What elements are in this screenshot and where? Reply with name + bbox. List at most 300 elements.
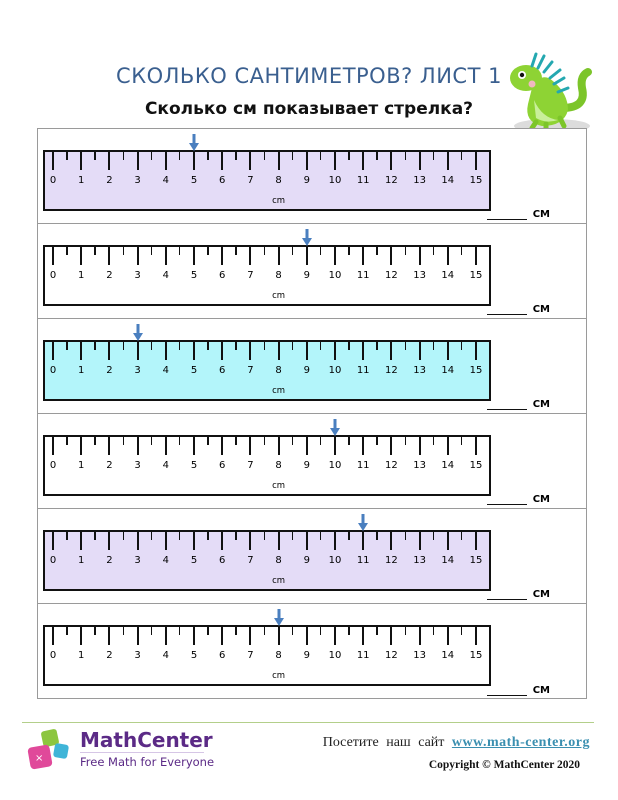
minor-tick	[179, 342, 181, 350]
minor-tick	[235, 532, 237, 540]
minor-tick	[405, 152, 407, 160]
minor-tick	[405, 247, 407, 255]
tick-label: 7	[247, 650, 254, 661]
tick-label: 15	[469, 175, 483, 186]
major-tick	[249, 247, 251, 265]
ruler-question-1	[38, 129, 586, 224]
tick-label: 13	[413, 175, 426, 186]
major-tick	[249, 532, 251, 550]
major-tick	[419, 437, 421, 455]
tick-label: 5	[190, 650, 198, 661]
answer-blank[interactable]	[487, 314, 527, 315]
minor-tick	[376, 247, 378, 255]
minor-tick	[461, 152, 463, 160]
major-tick	[52, 532, 54, 550]
major-tick	[193, 437, 195, 455]
minor-tick	[66, 247, 68, 255]
answer-unit: CM	[532, 494, 550, 505]
tick-label: 1	[78, 175, 85, 186]
minor-tick	[376, 627, 378, 635]
tick-label: 3	[134, 555, 141, 566]
minor-tick	[348, 532, 350, 540]
major-tick	[306, 152, 308, 170]
minor-tick	[292, 342, 294, 350]
major-tick	[80, 247, 82, 265]
tick-label: 9	[303, 365, 310, 376]
major-tick	[390, 532, 392, 550]
tick-label: 15	[469, 650, 483, 661]
minor-tick	[207, 247, 209, 255]
major-tick	[390, 152, 392, 170]
tick-label: 11	[356, 460, 370, 471]
tick-label: 1	[78, 270, 85, 281]
tick-label: 12	[385, 650, 398, 661]
down-arrow-icon	[358, 514, 368, 531]
tick-label: 0	[49, 270, 57, 281]
major-tick	[108, 437, 110, 455]
major-tick	[278, 342, 280, 360]
tick-label: 4	[162, 270, 169, 281]
major-tick	[475, 342, 477, 360]
tick-label: 0	[49, 460, 57, 471]
answer-field[interactable]	[487, 304, 550, 315]
major-tick	[362, 437, 364, 455]
tick-label: 14	[441, 175, 455, 186]
tick-label: 3	[134, 365, 141, 376]
visit-site-text	[323, 735, 590, 751]
major-tick	[334, 532, 336, 550]
major-tick	[447, 152, 449, 170]
major-tick	[137, 152, 139, 170]
minor-tick	[348, 342, 350, 350]
minor-tick	[348, 437, 350, 445]
tick-label: 7	[247, 365, 254, 376]
major-tick	[108, 152, 110, 170]
minor-tick	[320, 627, 322, 635]
tick-label: 6	[219, 650, 226, 661]
iguana-mascot-icon	[502, 48, 594, 134]
tick-label: 9	[303, 270, 310, 281]
major-tick	[165, 342, 167, 360]
tick-label: 15	[469, 365, 483, 376]
tick-label: 5	[190, 555, 198, 566]
major-tick	[475, 532, 477, 550]
major-tick	[334, 342, 336, 360]
ruler-question-6	[38, 604, 586, 699]
site-link[interactable]: www.math-center.org	[451, 735, 590, 750]
tick-label: 9	[303, 175, 310, 186]
footer-divider	[22, 722, 594, 723]
minor-tick	[123, 152, 125, 160]
tick-label: 11	[356, 555, 370, 566]
minor-tick	[433, 532, 435, 540]
major-tick	[165, 247, 167, 265]
tick-label: 3	[134, 270, 141, 281]
major-tick	[419, 342, 421, 360]
mathcenter-dice-logo-icon	[26, 728, 76, 774]
tick-label: 15	[469, 555, 483, 566]
minor-tick	[264, 437, 266, 445]
tick-label: 8	[275, 270, 282, 281]
tick-label: 14	[441, 460, 455, 471]
minor-tick	[405, 437, 407, 445]
tick-label: 13	[413, 650, 426, 661]
minor-tick	[123, 342, 125, 350]
major-tick	[165, 152, 167, 170]
major-tick	[475, 627, 477, 645]
minor-tick	[207, 342, 209, 350]
minor-tick	[66, 627, 68, 635]
major-tick	[221, 627, 223, 645]
minor-tick	[94, 532, 96, 540]
minor-tick	[320, 247, 322, 255]
major-tick	[390, 437, 392, 455]
tick-label: 12	[385, 460, 398, 471]
tick-label: 5	[190, 175, 198, 186]
minor-tick	[151, 627, 153, 635]
tick-label: 1	[78, 460, 85, 471]
tick-label: 6	[219, 365, 226, 376]
minor-tick	[94, 627, 96, 635]
visit-label: Посетите наш сайт	[322, 735, 445, 750]
major-tick	[306, 437, 308, 455]
tick-label: 10	[328, 460, 342, 471]
minor-tick	[320, 152, 322, 160]
tick-label: 1	[78, 555, 85, 566]
minor-tick	[264, 532, 266, 540]
tick-label: 7	[247, 460, 254, 471]
major-tick	[165, 437, 167, 455]
down-arrow-icon	[189, 134, 199, 151]
major-tick	[193, 342, 195, 360]
minor-tick	[94, 247, 96, 255]
major-tick	[390, 247, 392, 265]
major-tick	[221, 342, 223, 360]
tick-label: 4	[162, 365, 169, 376]
tick-label: 1	[78, 650, 85, 661]
major-tick	[334, 247, 336, 265]
down-arrow-icon	[274, 609, 284, 626]
major-tick	[80, 532, 82, 550]
brand-underline	[80, 752, 204, 753]
major-tick	[334, 627, 336, 645]
minor-tick	[235, 342, 237, 350]
tick-label: 15	[469, 460, 483, 471]
tick-label: 1	[78, 365, 85, 376]
major-tick	[80, 627, 82, 645]
tick-label: 11	[356, 650, 370, 661]
answer-field[interactable]	[487, 685, 550, 696]
minor-tick	[123, 437, 125, 445]
major-tick	[52, 247, 54, 265]
major-tick	[221, 152, 223, 170]
minor-tick	[235, 627, 237, 635]
minor-tick	[405, 627, 407, 635]
tick-label: 6	[219, 460, 226, 471]
major-tick	[249, 342, 251, 360]
ruler	[43, 150, 491, 211]
answer-blank[interactable]	[487, 695, 527, 696]
major-tick	[419, 152, 421, 170]
tick-label: 8	[275, 650, 282, 661]
tick-label: 2	[106, 365, 113, 376]
major-tick	[165, 532, 167, 550]
major-tick	[165, 627, 167, 645]
minor-tick	[207, 152, 209, 160]
tick-label: 14	[441, 650, 455, 661]
minor-tick	[235, 247, 237, 255]
answer-field[interactable]	[487, 589, 550, 600]
tick-label: 11	[356, 365, 370, 376]
major-tick	[108, 532, 110, 550]
major-tick	[193, 152, 195, 170]
minor-tick	[348, 152, 350, 160]
minor-tick	[66, 152, 68, 160]
ruler-question-4	[38, 414, 586, 509]
major-tick	[278, 627, 280, 645]
major-tick	[306, 532, 308, 550]
tick-label: 6	[219, 555, 226, 566]
major-tick	[249, 627, 251, 645]
minor-tick	[264, 247, 266, 255]
minor-tick	[94, 342, 96, 350]
tick-label: 13	[413, 365, 426, 376]
tick-label: 12	[385, 365, 398, 376]
minor-tick	[94, 152, 96, 160]
tick-label: 4	[162, 555, 169, 566]
major-tick	[52, 152, 54, 170]
down-arrow-icon	[133, 324, 143, 341]
minor-tick	[151, 247, 153, 255]
major-tick	[221, 532, 223, 550]
major-tick	[447, 342, 449, 360]
tick-label: 11	[356, 175, 370, 186]
ruler-unit-label: cm	[272, 386, 286, 396]
tick-label: 5	[190, 365, 198, 376]
minor-tick	[461, 627, 463, 635]
major-tick	[278, 437, 280, 455]
major-tick	[137, 437, 139, 455]
tick-label: 0	[49, 650, 57, 661]
minor-tick	[264, 627, 266, 635]
major-tick	[475, 152, 477, 170]
answer-unit: CM	[532, 304, 550, 315]
answer-unit: CM	[532, 209, 550, 220]
tick-label: 12	[385, 555, 398, 566]
down-arrow-icon	[330, 419, 340, 436]
ruler-unit-label: cm	[272, 481, 286, 491]
minor-tick	[348, 627, 350, 635]
tick-label: 13	[413, 460, 426, 471]
minor-tick	[292, 532, 294, 540]
tick-label: 12	[385, 270, 398, 281]
answer-blank[interactable]	[487, 599, 527, 600]
ruler-question-5	[38, 509, 586, 604]
tick-label: 10	[328, 365, 342, 376]
minor-tick	[292, 627, 294, 635]
major-tick	[249, 152, 251, 170]
tick-label: 3	[134, 175, 141, 186]
ruler	[43, 340, 491, 401]
worksheet-frame	[37, 128, 587, 699]
minor-tick	[292, 152, 294, 160]
major-tick	[278, 532, 280, 550]
minor-tick	[320, 437, 322, 445]
ruler-question-3	[38, 319, 586, 414]
answer-blank[interactable]	[487, 219, 527, 220]
major-tick	[362, 152, 364, 170]
minor-tick	[348, 247, 350, 255]
ruler-unit-label: cm	[272, 576, 286, 586]
tick-label: 15	[469, 270, 483, 281]
major-tick	[306, 342, 308, 360]
tick-label: 3	[134, 460, 141, 471]
ruler	[43, 530, 491, 591]
minor-tick	[179, 532, 181, 540]
answer-field[interactable]	[487, 494, 550, 505]
tick-label: 5	[190, 270, 198, 281]
tick-label: 2	[106, 650, 113, 661]
minor-tick	[376, 532, 378, 540]
tick-label: 14	[441, 270, 455, 281]
minor-tick	[66, 437, 68, 445]
tick-label: 0	[49, 365, 57, 376]
minor-tick	[461, 437, 463, 445]
minor-tick	[151, 152, 153, 160]
tick-label: 4	[162, 460, 169, 471]
tick-label: 2	[106, 270, 113, 281]
answer-blank[interactable]	[487, 504, 527, 505]
minor-tick	[179, 437, 181, 445]
major-tick	[52, 342, 54, 360]
minor-tick	[433, 247, 435, 255]
minor-tick	[405, 532, 407, 540]
major-tick	[390, 342, 392, 360]
major-tick	[306, 627, 308, 645]
tick-label: 9	[303, 460, 310, 471]
tick-label: 6	[219, 175, 226, 186]
worksheet-title: СКОЛЬКО САНТИМЕТРОВ? ЛИСТ 1	[116, 64, 502, 88]
major-tick	[475, 437, 477, 455]
minor-tick	[66, 342, 68, 350]
minor-tick	[207, 627, 209, 635]
major-tick	[334, 437, 336, 455]
worksheet-subtitle: Сколько см показывает стрелка?	[144, 99, 474, 119]
answer-blank[interactable]	[487, 409, 527, 410]
minor-tick	[207, 532, 209, 540]
svg-text:×: ×	[35, 753, 44, 764]
tick-label: 6	[219, 270, 226, 281]
down-arrow-icon	[302, 229, 312, 246]
major-tick	[278, 152, 280, 170]
major-tick	[108, 342, 110, 360]
tick-label: 14	[441, 365, 455, 376]
answer-field[interactable]	[487, 399, 550, 410]
major-tick	[362, 247, 364, 265]
tick-label: 10	[328, 555, 342, 566]
tick-label: 3	[134, 650, 141, 661]
major-tick	[447, 247, 449, 265]
tick-label: 11	[356, 270, 370, 281]
copyright: Copyright © MathCenter 2020	[428, 759, 580, 771]
tick-label: 8	[275, 460, 282, 471]
major-tick	[193, 247, 195, 265]
minor-tick	[235, 437, 237, 445]
major-tick	[475, 247, 477, 265]
ruler-question-2	[38, 224, 586, 319]
minor-tick	[461, 247, 463, 255]
minor-tick	[405, 342, 407, 350]
minor-tick	[376, 152, 378, 160]
minor-tick	[66, 532, 68, 540]
minor-tick	[179, 627, 181, 635]
tick-label: 9	[303, 650, 310, 661]
major-tick	[278, 247, 280, 265]
major-tick	[419, 532, 421, 550]
minor-tick	[433, 437, 435, 445]
minor-tick	[123, 532, 125, 540]
major-tick	[419, 247, 421, 265]
major-tick	[447, 627, 449, 645]
major-tick	[52, 627, 54, 645]
major-tick	[334, 152, 336, 170]
major-tick	[137, 247, 139, 265]
minor-tick	[376, 437, 378, 445]
tick-label: 8	[275, 555, 282, 566]
major-tick	[447, 437, 449, 455]
minor-tick	[179, 152, 181, 160]
tick-label: 7	[247, 555, 254, 566]
major-tick	[249, 437, 251, 455]
tick-label: 4	[162, 650, 169, 661]
tick-label: 14	[441, 555, 455, 566]
minor-tick	[264, 342, 266, 350]
minor-tick	[461, 532, 463, 540]
major-tick	[221, 247, 223, 265]
minor-tick	[320, 532, 322, 540]
major-tick	[447, 532, 449, 550]
major-tick	[137, 627, 139, 645]
major-tick	[52, 437, 54, 455]
tick-label: 0	[49, 555, 57, 566]
major-tick	[306, 247, 308, 265]
major-tick	[80, 342, 82, 360]
tick-label: 2	[106, 175, 113, 186]
minor-tick	[151, 342, 153, 350]
minor-tick	[376, 342, 378, 350]
major-tick	[80, 437, 82, 455]
minor-tick	[292, 247, 294, 255]
ruler-unit-label: cm	[272, 291, 286, 301]
ruler	[43, 435, 491, 496]
answer-unit: CM	[532, 399, 550, 410]
major-tick	[108, 627, 110, 645]
major-tick	[80, 152, 82, 170]
brand-name: MathCenter	[80, 728, 213, 752]
minor-tick	[207, 437, 209, 445]
ruler-unit-label: cm	[272, 196, 286, 206]
answer-unit: CM	[532, 685, 550, 696]
major-tick	[362, 532, 364, 550]
tick-label: 10	[328, 175, 342, 186]
minor-tick	[123, 627, 125, 635]
minor-tick	[123, 247, 125, 255]
minor-tick	[151, 437, 153, 445]
answer-unit: CM	[532, 589, 550, 600]
answer-field[interactable]	[487, 209, 550, 220]
tick-label: 4	[162, 175, 169, 186]
major-tick	[362, 342, 364, 360]
